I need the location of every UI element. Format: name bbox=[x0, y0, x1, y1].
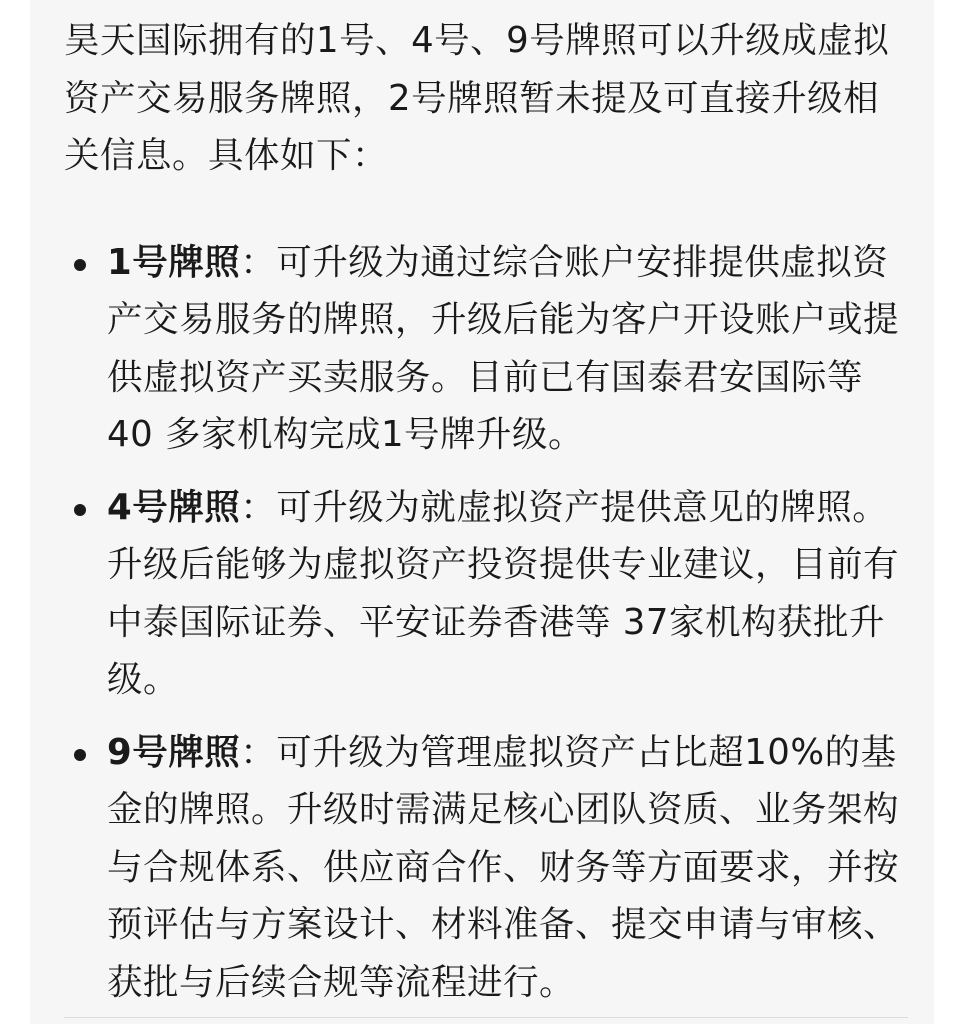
item-text: 可升级为就虚拟资产提供意见的牌照。升级后能够为虚拟资产投资提供专业建议，目前有中泰国际证券、平安证券香港等 37家机构获批升级。 bbox=[107, 486, 900, 700]
item-separator: ： bbox=[240, 241, 277, 283]
list-item bbox=[64, 724, 908, 1012]
item-text: 可升级为通过综合账户安排提供虚拟资产交易服务的牌照，升级后能为客户开设账户或提供虚拟资产买卖服务。目前已有国泰君安国际等 40 多家机构完成1号牌升级。 bbox=[107, 241, 900, 455]
item-title: 1号牌照 bbox=[107, 241, 241, 283]
bullet-icon bbox=[74, 259, 86, 271]
list-item bbox=[64, 234, 908, 464]
bullet-icon bbox=[74, 504, 86, 516]
message-card bbox=[30, 0, 934, 1024]
item-title: 9号牌照 bbox=[107, 731, 241, 773]
item-separator: ： bbox=[240, 486, 277, 528]
divider bbox=[64, 1017, 908, 1018]
list-item bbox=[64, 479, 908, 709]
intro-text: 昊天国际拥有的1号、4号、9号牌照可以升级成虚拟资产交易服务牌照，2号牌照暂未提及可直接升级相关信息。具体如下： bbox=[64, 20, 890, 176]
item-separator: ： bbox=[240, 731, 277, 773]
item-text: 可升级为管理虚拟资产占比超10%的基金的牌照。升级时需满足核心团队资质、业务架构与合规体系、供应商合作、财务等方面要求，并按预评估与方案设计、材料准备、提交申请与审核、获批与后续合规等流程进行。 bbox=[107, 731, 900, 1003]
item-title: 4号牌照 bbox=[107, 486, 241, 528]
license-list bbox=[64, 234, 908, 1012]
bullet-icon bbox=[74, 749, 86, 761]
